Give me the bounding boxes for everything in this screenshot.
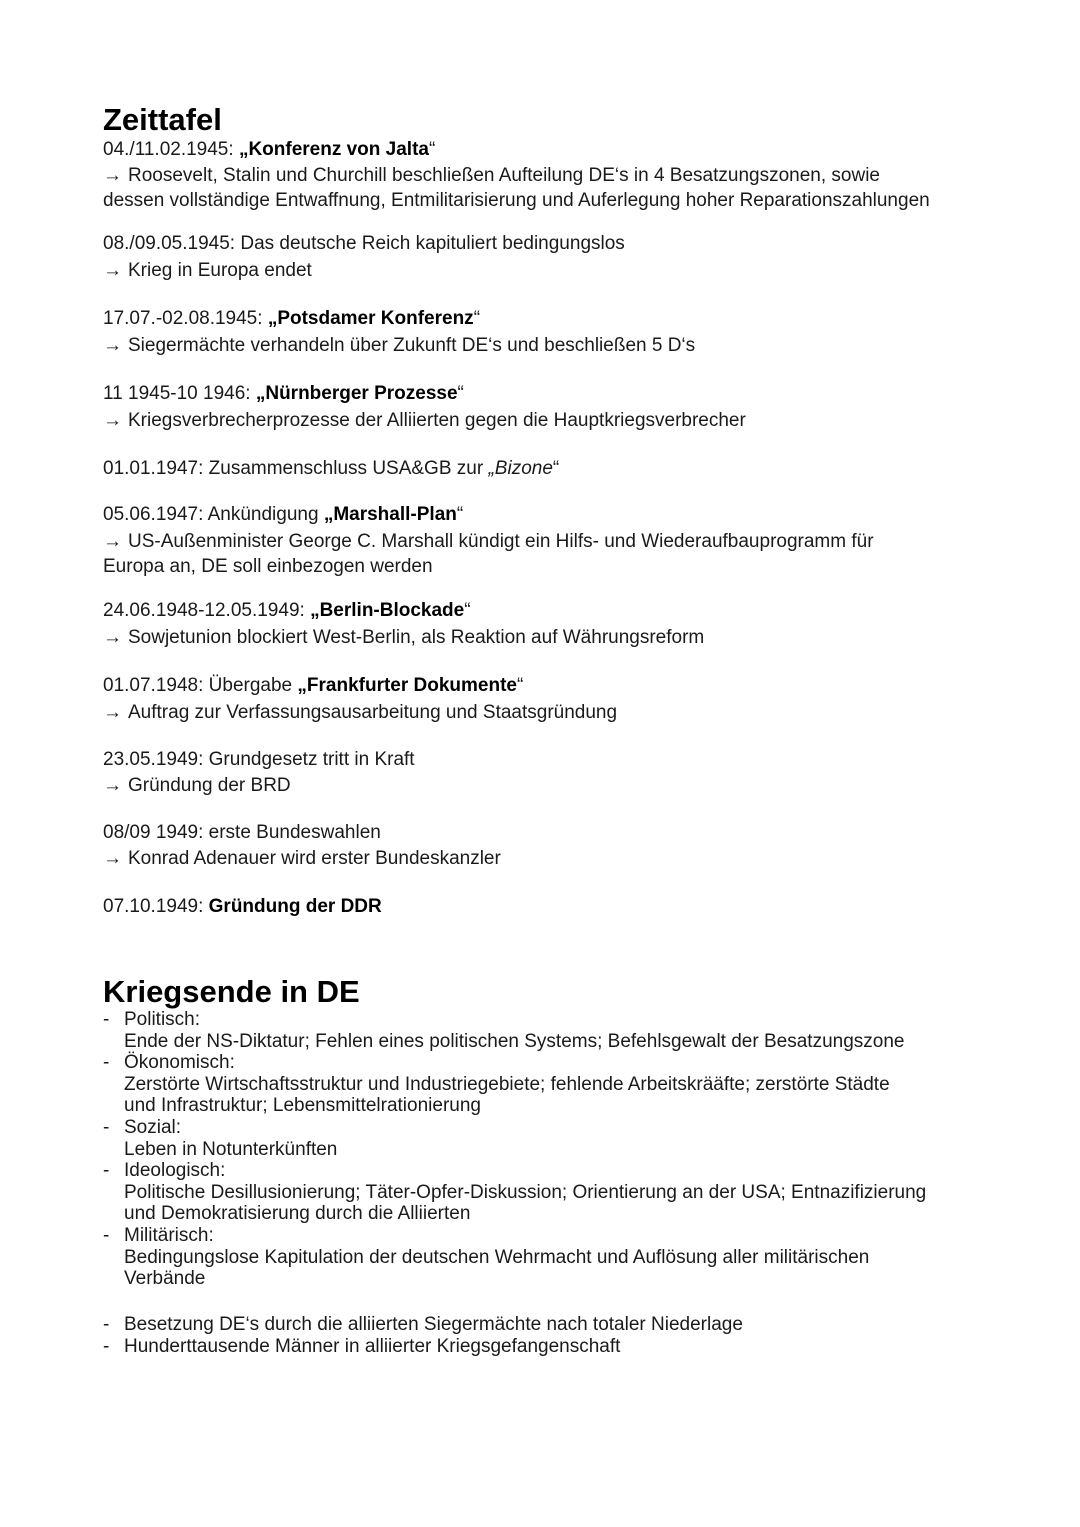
entry-date: 23.05.1949: xyxy=(103,749,209,770)
list-item: - Besetzung DE‘s durch die alliierten Siegermächte nach totaler Niederlage xyxy=(103,1314,743,1335)
list-item xyxy=(103,1160,1003,1182)
arrow-right-icon: → xyxy=(103,531,122,552)
entry-date: 01.07.1948: xyxy=(103,675,209,696)
group-text: Ende der NS-Diktatur; Fehlen eines politischen Systems; Befehlsgewalt der Besatzungszone xyxy=(124,1030,905,1052)
timeline-entry-detail: → US-Außenminister George C. Marshall kündigt ein Hilfs- und Wiederaufbauprogramm für xyxy=(103,531,874,552)
kriegsende-list xyxy=(103,1009,1003,1290)
entry-date: 04./11.02.1945: xyxy=(103,139,239,160)
timeline-entry-detail: Europa an, DE soll einbezogen werden xyxy=(103,556,433,577)
timeline-entry-header: 01.07.1948: Übergabe „Frankfurter Dokumente“ xyxy=(103,675,524,696)
arrow-right-icon: → xyxy=(103,260,122,281)
dash-bullet-icon: - xyxy=(103,1335,110,1357)
timeline-entry-detail: → Roosevelt, Stalin und Churchill beschließen Aufteilung DE‘s in 4 Besatzungszonen, sowie xyxy=(103,165,880,186)
timeline-entry-detail: → Konrad Adenauer wird erster Bundeskanzler xyxy=(103,848,501,869)
timeline-entry-header: 24.06.1948-12.05.1949: „Berlin-Blockade“ xyxy=(103,600,471,621)
kriegsende-extra-list xyxy=(103,1314,1003,1357)
entry-title: „Bizone xyxy=(488,458,553,479)
arrow-right-icon: → xyxy=(103,848,122,869)
entry-title: Marshall-Plan xyxy=(333,504,457,525)
entry-title: Gründung der DDR xyxy=(208,896,382,917)
group-text: Verbände xyxy=(124,1268,206,1290)
entry-quote-close: “ xyxy=(428,139,436,160)
dash-bullet-icon: - xyxy=(103,1314,110,1335)
group-text: und Demokratisierung durch die Alliierten xyxy=(124,1203,471,1225)
dash-bullet-icon: - xyxy=(103,1009,110,1030)
timeline-entry-header: 05.06.1947: Ankündigung „Marshall-Plan“ xyxy=(103,504,464,525)
timeline-entry-detail: dessen vollständige Entwaffnung, Entmilitarisierung und Auferlegung hoher Reparationszahlungen xyxy=(103,190,930,211)
entry-date: 07.10.1949: xyxy=(103,896,209,917)
dash-bullet-icon: - xyxy=(103,1160,110,1182)
entry-title: Berlin-Blockade xyxy=(319,600,465,621)
list-item xyxy=(103,1117,1003,1139)
dash-bullet-icon: - xyxy=(103,1224,110,1246)
timeline-entry-detail: → Auftrag zur Verfassungsausarbeitung und Staatsgründung xyxy=(103,702,618,723)
list-item xyxy=(103,1052,1003,1074)
timeline-entry-header: 11 1945-10 1946: „Nürnberger Prozesse“ xyxy=(103,383,464,404)
section-title-kriegsende: Kriegsende in DE xyxy=(103,974,360,1009)
timeline-entry-header: 23.05.1949: Grundgesetz tritt in Kraft xyxy=(103,749,415,770)
entry-date: 08./09.05.1945: xyxy=(103,233,241,254)
entry-quote-open: „ xyxy=(238,139,249,160)
arrow-right-icon: → xyxy=(103,702,122,723)
entry-text: Das deutsche Reich kapituliert bedingungslos xyxy=(240,233,625,254)
timeline-entry-detail: → Sowjetunion blockiert West-Berlin, als Reaktion auf Währungsreform xyxy=(103,627,705,648)
group-label: Ökonomisch: xyxy=(124,1052,235,1074)
dash-bullet-icon: - xyxy=(103,1116,110,1138)
timeline-entry-detail: → Kriegsverbrecherprozesse der Alliierten gegen die Hauptkriegsverbrecher xyxy=(103,410,746,431)
timeline-entry-header xyxy=(103,232,625,256)
group-text: und Infrastruktur; Lebensmittelrationierung xyxy=(124,1095,481,1117)
timeline-entry-header: 01.01.1947: Zusammenschluss USA&GB zur „Bizone“ xyxy=(103,458,560,479)
group-text: Leben in Notunterkünften xyxy=(124,1138,338,1160)
group-text: Politische Desillusionierung; Täter-Opfer-Diskussion; Orientierung an der USA; Entnazifizierung xyxy=(124,1181,927,1203)
timeline-entry-detail: → Gründung der BRD xyxy=(103,775,291,796)
timeline-entry-header: 17.07.-02.08.1945: „Potsdamer Konferenz“ xyxy=(103,308,481,329)
entry-title: Potsdamer Konferenz xyxy=(277,308,474,329)
list-item xyxy=(103,1225,1003,1247)
entry-title: Konferenz von Jalta xyxy=(248,139,429,160)
entry-date: 01.01.1947: xyxy=(103,458,209,479)
group-text: Zerstörte Wirtschaftsstruktur und Industriegebiete; fehlende Arbeitskrääfte; zerstörte Städte xyxy=(124,1073,890,1095)
group-text: Bedingungslose Kapitulation der deutschen Wehrmacht und Auflösung aller militärischen xyxy=(124,1246,870,1268)
arrow-right-icon: → xyxy=(103,335,122,356)
entry-date: 05.06.1947: xyxy=(103,504,208,525)
arrow-right-icon: → xyxy=(103,775,122,796)
entry-title: Nürnberger Prozesse xyxy=(265,383,458,404)
section-title-zeittafel: Zeittafel xyxy=(103,102,222,137)
timeline-entry-header xyxy=(103,895,382,919)
group-label: Sozial: xyxy=(124,1116,182,1138)
group-label: Politisch: xyxy=(124,1009,201,1030)
timeline-entry-detail: → Krieg in Europa endet xyxy=(103,260,312,281)
timeline-entry-header xyxy=(103,138,435,162)
entry-title: Frankfurter Dokumente xyxy=(306,675,517,696)
timeline-entry-detail: → Siegermächte verhandeln über Zukunft DE‘s und beschließen 5 D‘s xyxy=(103,335,696,356)
list-item xyxy=(103,1009,1003,1031)
entry-date: 24.06.1948-12.05.1949: xyxy=(103,600,311,621)
group-label: Militärisch: xyxy=(124,1224,214,1246)
dash-bullet-icon: - xyxy=(103,1052,110,1074)
list-item: - Hunderttausende Männer in alliierter Kriegsgefangenschaft xyxy=(103,1335,621,1357)
arrow-right-icon: → xyxy=(103,165,122,186)
timeline-entry-header: 08/09 1949: erste Bundeswahlen xyxy=(103,822,381,843)
group-label: Ideologisch: xyxy=(124,1160,226,1182)
entry-date: 11 1945-10 1946: xyxy=(103,383,256,404)
entry-date: 08/09 1949: xyxy=(103,822,209,843)
entry-date: 17.07.-02.08.1945: xyxy=(103,308,268,329)
arrow-right-icon: → xyxy=(103,410,122,431)
arrow-right-icon: → xyxy=(103,627,122,648)
